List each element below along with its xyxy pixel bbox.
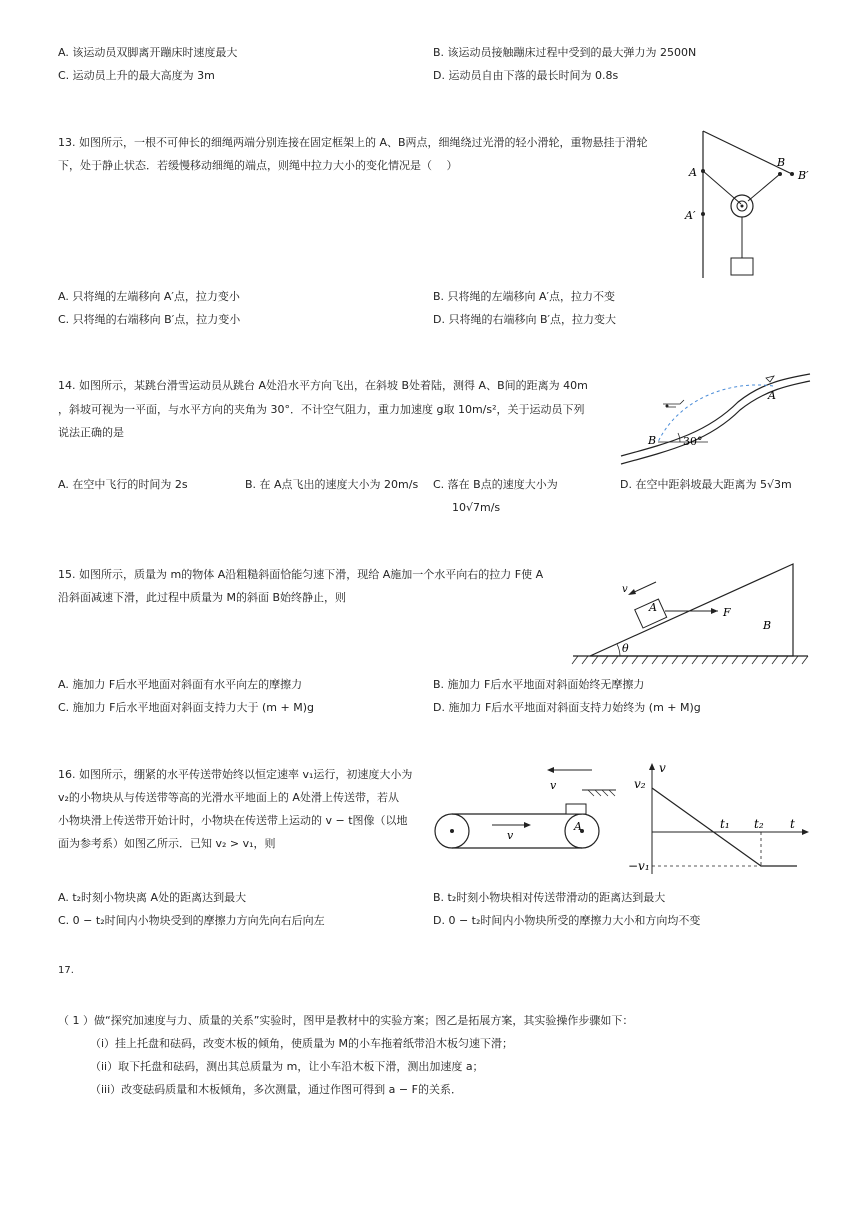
q13-stem-line2: 下，处于静止状态．若缓慢移动细绳的端点，则绳中拉力大小的变化情况是（ ）: [58, 159, 458, 172]
q13-stem-line1: 13. 如图所示，一根不可伸长的细绳两端分别连接在固定框架上的 A、B两点，细绳绕过光滑的轻小滑轮，重物悬挂于滑轮: [58, 136, 648, 149]
q17-step-1: （i）挂上托盘和砝码，改变木板的倾角，使质量为 M的小车拖着纸带沿木板匀速下滑；: [90, 1037, 514, 1050]
q13-label-a-prime: A′: [685, 209, 696, 222]
q13-option-a: A. 只将绳的左端移向 A′点，拉力变小: [58, 290, 240, 303]
q16-graph-label-t: t: [790, 817, 795, 831]
q13-label-a: A: [689, 166, 697, 179]
q16-stem-line1: 16. 如图所示，绷紧的水平传送带始终以恒定速率 v₁运行，初速度大小为: [58, 768, 413, 781]
q16-stem-line4: 面为参考系）如图乙所示．已知 v₂ > v₁，则: [58, 837, 276, 850]
q15-label-b: B: [763, 619, 772, 632]
q17-step-2: （ii）取下托盘和砝码，测出其总质量为 m，让小车沿木板下滑，测出加速度 a；: [90, 1060, 484, 1073]
q12-option-a: A. 该运动员双脚离开蹦床时速度最大: [58, 46, 238, 59]
q17-step-3: （iii）改变砝码质量和木板倾角，多次测量，通过作图可得到 a − F的关系．: [90, 1083, 462, 1096]
q13-label-b: B: [777, 156, 786, 169]
q14-option-c-line2: 10√7m/s: [452, 501, 501, 514]
q16-option-a: A. t₂时刻小物块离 A处的距离达到最大: [58, 891, 247, 904]
q14-option-c-line1: C. 落在 B点的速度大小为: [433, 478, 558, 491]
q15-option-b: B. 施加力 F后水平地面对斜面始终无摩擦力: [433, 678, 645, 691]
q15-option-d: D. 施加力 F后水平地面对斜面支持力始终为 (m + M)g: [433, 701, 701, 714]
q12-option-c: C. 运动员上升的最大高度为 3m: [58, 69, 215, 82]
q16-label-v-belt: v: [507, 829, 514, 842]
q12-option-d: D. 运动员自由下落的最长时间为 0.8s: [433, 69, 619, 82]
q16-graph-label-t2: t₂: [754, 817, 764, 831]
q17-number: 17.: [58, 965, 74, 976]
q15-option-a: A. 施加力 F后水平地面对斜面有水平向左的摩擦力: [58, 678, 303, 691]
q13-pulley-figure: [680, 126, 815, 281]
q16-vt-graph: [622, 758, 812, 878]
q14-label-angle: 30°: [683, 435, 703, 448]
q15-label-f: F: [723, 606, 731, 619]
q15-stem-line2: 沿斜面减速下滑，此过程中质量为 M的斜面 B始终静止，则: [58, 591, 347, 604]
q14-option-a: A. 在空中飞行的时间为 2s: [58, 478, 188, 491]
q14-stem-line3: 说法正确的是: [58, 426, 124, 439]
q14-ski-jump-figure: [618, 370, 813, 470]
q14-label-b: B: [648, 434, 657, 447]
q15-incline-figure: [568, 556, 813, 671]
q16-option-d: D. 0 − t₂时间内小物块所受的摩擦力大小和方向均不变: [433, 914, 701, 927]
q16-conveyor-figure: [430, 758, 620, 858]
q13-option-d: D. 只将绳的右端移向 B′点，拉力变大: [433, 313, 617, 326]
q16-graph-label-v2: v₂: [634, 777, 646, 791]
q16-graph-label-t1: t₁: [720, 817, 730, 831]
q16-stem-line2: v₂的小物块从与传送带等高的光滑水平地面上的 A处滑上传送带，若从: [58, 791, 399, 804]
q16-graph-axis-v: v: [659, 761, 666, 775]
q14-option-d: D. 在空中距斜坡最大距离为 5√3m: [620, 478, 792, 491]
q14-label-a: A: [768, 389, 776, 402]
q15-stem-line1: 15. 如图所示，质量为 m的物体 A沿粗糙斜面恰能匀速下滑，现给 A施加一个水平向右的拉力 F使 A: [58, 568, 544, 581]
q16-option-c: C. 0 − t₂时间内小物块受到的摩擦力方向先向右后向左: [58, 914, 325, 927]
q15-label-theta: θ: [622, 642, 629, 655]
q16-stem-line3: 小物块滑上传送带开始计时，小物块在传送带上运动的 v − t图像（以地: [58, 814, 408, 827]
q12-option-b: B. 该运动员接触蹦床过程中受到的最大弹力为 2500N: [433, 46, 697, 59]
q14-stem-line2: ，斜坡可视为一平面，与水平方向的夹角为 30°．不计空气阻力，重力加速度 g取 10m/s²，关于运动员下列: [58, 403, 585, 416]
q14-stem-line1: 14. 如图所示，某跳台滑雪运动员从跳台 A处沿水平方向飞出，在斜坡 B处着陆，测得 A、B间的距离为 40m: [58, 379, 588, 392]
q16-graph-label-neg-v1: −v₁: [628, 859, 650, 873]
q13-option-c: C. 只将绳的右端移向 B′点，拉力变小: [58, 313, 241, 326]
q14-option-b: B. 在 A点飞出的速度大小为 20m/s: [245, 478, 419, 491]
q13-option-b: B. 只将绳的左端移向 A′点，拉力不变: [433, 290, 616, 303]
q16-label-v-block: v: [550, 779, 557, 792]
q13-label-b-prime: B′: [798, 169, 809, 182]
q16-label-a: A: [574, 820, 582, 833]
q15-label-a: A: [649, 601, 657, 614]
q17-part1-intro: （ 1 ）做“探究加速度与力、质量的关系”实验时，图甲是教材中的实验方案；图乙是拓展方案，其实验操作步骤如下：: [58, 1014, 634, 1027]
q15-label-v: v: [622, 584, 628, 595]
q16-option-b: B. t₂时刻小物块相对传送带滑动的距离达到最大: [433, 891, 666, 904]
q15-option-c: C. 施加力 F后水平地面对斜面支持力大于 (m + M)g: [58, 701, 314, 714]
